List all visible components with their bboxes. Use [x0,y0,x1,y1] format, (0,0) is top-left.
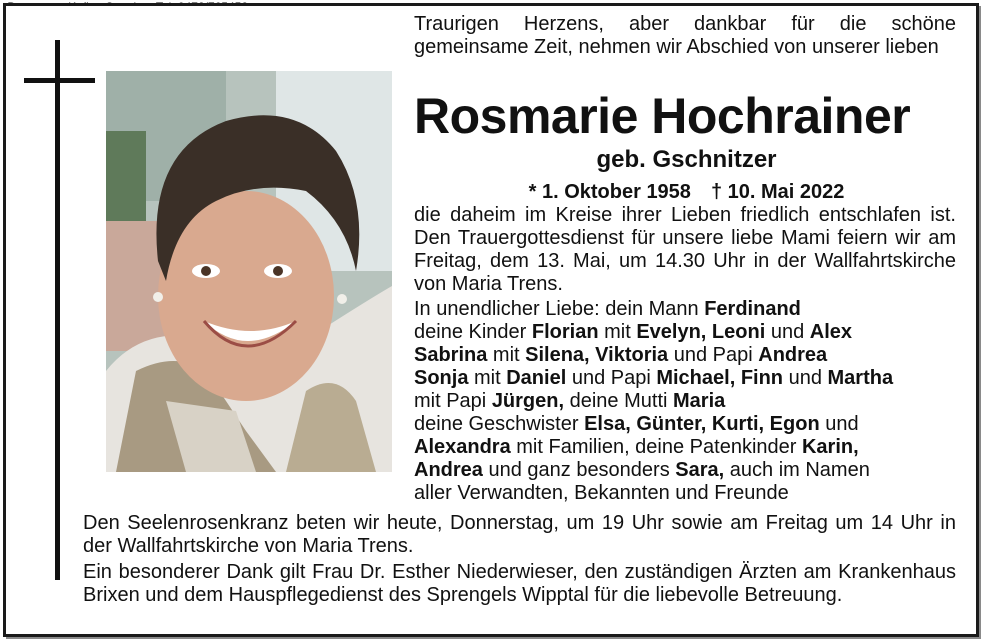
mourner-name: Jürgen, [491,390,565,412]
family-text: und [783,367,828,389]
family-line [414,482,959,505]
family-line [414,413,959,436]
intro-text: Traurigen Herzens, aber dankbar für die schöne gemeinsame Zeit, nehmen wir Abschied von unserer lieben [414,13,956,58]
mourner-name: Daniel [506,367,567,389]
family-text: und ganz besonders [482,459,676,481]
family-line [414,459,959,482]
family-mourners-list [414,298,959,505]
maiden-name: geb. Gschnitzer [596,146,777,173]
family-line [414,344,959,367]
family-text: In unendlicher Liebe: dein Mann [414,298,705,320]
mourner-name: Martha [827,367,894,389]
funeral-service-text: die daheim im Kreise ihrer Lieben friedlich entschlafen ist. Den Trauergottesdienst für unsere liebe Mami feiern wir am Freitag, dem 13. Mai, um 14.30 Uhr in der Wallfahrtskirche von Maria Trens. [414,204,956,295]
thanks-text: Ein besonderer Dank gilt Frau Dr. Esther Niederwieser, den zuständigen Ärzten am Krankenhaus Brixen und dem Hauspflegedienst des Sprengels Wipptal für die liebevolle Betreuung. [83,561,956,606]
mourner-name: Michael, Finn [656,367,784,389]
mourner-name: Alexandra [414,436,511,458]
family-text: deine Mutti [564,390,674,412]
death-date: † 10. Mai 2022 [710,181,845,203]
portrait-illustration [106,71,392,472]
mourner-name: Evelyn, Leoni [636,321,766,343]
portrait-photo [106,71,392,472]
mourner-name: Elsa, Günter, Kurti, Egon [584,413,820,435]
mourner-name: Ferdinand [704,298,801,320]
family-text: mit [487,344,526,366]
family-text: auch im Namen [724,459,870,481]
cross-icon-horizontal [24,78,95,83]
birth-date: * 1. Oktober 1958 [528,181,691,203]
family-text: mit Papi [414,390,492,412]
family-text: mit Familien, deine Patenkinder [510,436,802,458]
family-text: mit [598,321,637,343]
mourner-name: Sabrina [414,344,488,366]
mourner-name: Sara, [675,459,725,481]
mourner-name: Karin, [801,436,859,458]
family-text: und [819,413,859,435]
family-text: und Papi [668,344,759,366]
family-text: aller Verwandten, Bekannten und Freunde [414,482,789,504]
mourner-name: Maria [673,390,726,412]
rosary-text: Den Seelenrosenkranz beten wir heute, Donnerstag, um 19 Uhr sowie am Freitag um 14 Uhr in der Wallfahrtskirche von Maria Trens. [83,512,956,557]
life-dates [414,179,959,205]
family-line [414,298,959,321]
family-line [414,321,959,344]
family-line [414,390,959,413]
family-text: mit [468,367,507,389]
cross-icon-vertical [55,40,60,580]
mourner-name: Florian [531,321,599,343]
family-text: deine Geschwister [414,413,585,435]
deceased-name: Rosmarie Hochrainer [414,88,911,144]
mourner-name: Alex [809,321,852,343]
mourner-name: Silena, Viktoria [525,344,669,366]
mourner-name: Andrea [758,344,828,366]
mourner-name: Andrea [414,459,483,481]
family-line [414,436,959,459]
family-text: und Papi [566,367,657,389]
family-text: und [765,321,810,343]
mourner-name: Sonja [414,367,469,389]
family-line [414,367,959,390]
family-text: deine Kinder [414,321,532,343]
